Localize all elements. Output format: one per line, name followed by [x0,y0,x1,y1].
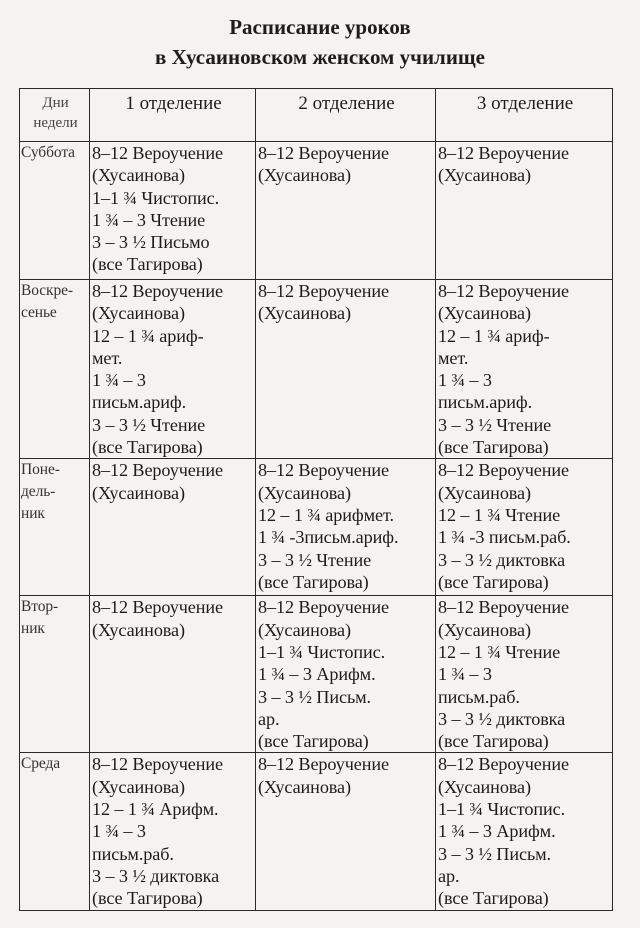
lesson-line: 3 – 3 ½ Чтение [438,414,552,435]
schedule-cell-dept-3 [436,753,613,910]
schedule-cell-dept-1 [90,459,256,596]
schedule-cell-dept-1 [90,596,256,753]
lesson-line: 3 – 3 ½ Письмо [92,232,210,253]
lesson-line: 8–12 Вероучение [258,281,389,301]
schedule-cell-dept-1 [90,142,256,280]
lesson-line: 1–1 ¾ Чистопис. [258,641,386,662]
lesson-line: мет. [438,347,469,368]
table-row [20,459,613,596]
day-cell [20,142,90,280]
header-row [20,89,613,142]
lesson-line: (Хусаинова) [438,619,531,640]
lesson-line: (все Тагирова) [438,731,549,752]
schedule-cell-dept-3 [436,459,613,596]
day-cell [20,459,90,596]
lesson-line: 8–12 Вероучение [92,460,223,481]
schedule-cell-dept-1 [90,753,256,910]
lesson-line: письм.раб. [438,686,520,707]
lesson-line: 8–12 Вероучение [258,143,389,163]
lesson-line: 1 ¾ – 3 [92,821,146,842]
day-label-line: ник [21,505,45,523]
lesson-line: 8–12 Вероучение [438,754,569,775]
lesson-line: 8–12 Вероучение [258,754,389,775]
lesson-line: 8–12 Вероучение [92,597,223,618]
lesson-line: (все Тагирова) [92,254,203,275]
table-row [20,596,613,753]
title-line-2: в Хусаиновском женском училище [154,45,485,69]
table-row [20,142,613,280]
lesson-line: 8–12 Вероучение [438,597,569,618]
schedule-table [19,88,613,911]
title-line-1: Расписание уроков [229,15,411,39]
lesson-line: (все Тагирова) [258,571,369,592]
day-label-line: Суббота [21,144,75,161]
lesson-line: письм.ариф. [92,392,187,413]
lesson-line: 1 ¾ – 3 [92,370,146,391]
lesson-line: (все Тагирова) [438,437,549,458]
schedule-cell-dept-2 [256,596,436,753]
lesson-line: мет. [92,347,123,368]
lesson-line: (все Тагирова) [92,888,203,909]
lesson-line: 1 ¾ – 3 [438,370,492,391]
lesson-line: 1–1 ¾ Чистопис. [438,799,566,820]
lesson-line: 12 – 1 ¾ арифмет. [258,504,394,525]
lesson-line: 8–12 Вероучение [438,281,569,301]
lesson-line: 3 – 3 ½ Чтение [258,549,372,570]
schedule-cell-dept-2 [256,280,436,459]
lesson-line: (Хусаинова) [258,776,351,797]
lesson-line: (Хусаинова) [258,165,351,186]
lesson-line: (Хусаинова) [438,776,531,797]
lesson-line: ар. [438,865,460,886]
lesson-line: 8–12 Вероучение [92,754,223,775]
lesson-line: 8–12 Вероучение [92,143,223,163]
lesson-line: 1 ¾ -3письм.ариф. [258,527,399,548]
document-title [0,12,640,72]
lesson-line: 8–12 Вероучение [258,460,389,481]
lesson-line: (Хусаинова) [92,165,185,186]
lesson-line: 3 – 3 ½ диктовка [438,708,566,729]
lesson-line: 1 ¾ – 3 [438,664,492,685]
lesson-line: письм.раб. [92,843,174,864]
lesson-line: 3 – 3 ½ диктовка [438,549,566,570]
schedule-cell-dept-2 [256,459,436,596]
day-cell [20,280,90,459]
lesson-line: (все Тагирова) [438,888,549,909]
lesson-line: 12 – 1 ¾ ариф- [92,325,204,346]
lesson-line: (Хусаинова) [92,303,185,324]
day-label-line: ник [21,620,45,638]
schedule-cell-dept-3 [436,142,613,280]
lesson-line: (Хусаинова) [92,482,185,503]
lesson-line: (Хусаинова) [258,482,351,503]
lesson-line: 12 – 1 ¾ Чтение [438,504,561,525]
schedule-cell-dept-1 [90,280,256,459]
day-label-line: сенье [21,304,57,321]
lesson-line: (все Тагирова) [258,731,369,752]
schedule-cell-dept-2 [256,753,436,910]
lesson-line: 1 ¾ – 3 Арифм. [438,821,556,842]
lesson-line: (все Тагирова) [92,437,203,458]
day-label-line: дель- [21,483,56,501]
header-days-line-2: недели [33,115,78,131]
table-row [20,280,613,459]
lesson-line: 3 – 3 ½ Чтение [92,414,206,435]
day-cell [20,753,90,910]
lesson-line: (Хусаинова) [258,619,351,640]
lesson-line: письм.ариф. [438,392,533,413]
lesson-line: 12 – 1 ¾ Арифм. [92,799,219,820]
lesson-line: (Хусаинова) [92,776,185,797]
lesson-line: 1–1 ¾ Чистопис. [92,187,220,208]
lesson-line: 1 ¾ – 3 Арифм. [258,664,376,685]
day-label-line: Поне- [21,461,60,479]
schedule-cell-dept-3 [436,596,613,753]
lesson-line: 3 – 3 ½ диктовка [92,865,220,886]
day-label-line: Среда [21,755,61,773]
header-dept-2: 2 отделение [256,89,436,142]
day-label-line: Втор- [21,598,59,616]
header-dept-1: 1 отделение [90,89,256,142]
lesson-line: 8–12 Вероучение [438,143,569,163]
header-days [20,89,90,142]
lesson-line: ар. [258,708,280,729]
day-label-line: Воскре- [21,282,73,299]
lesson-line: 12 – 1 ¾ Чтение [438,641,561,662]
lesson-line: (Хусаинова) [258,303,351,324]
schedule-cell-dept-3 [436,280,613,459]
lesson-line: (Хусаинова) [438,303,531,324]
table-row [20,753,613,910]
lesson-line: (Хусаинова) [438,482,531,503]
lesson-line: 3 – 3 ½ Письм. [258,686,372,707]
lesson-line: 8–12 Вероучение [438,460,569,481]
lesson-line: 3 – 3 ½ Письм. [438,843,552,864]
lesson-line: 8–12 Вероучение [258,597,389,618]
lesson-line: 1 ¾ -3 письм.раб. [438,527,571,548]
day-cell [20,596,90,753]
lesson-line: 1 ¾ – 3 Чтение [92,209,206,230]
lesson-line: 12 – 1 ¾ ариф- [438,325,550,346]
lesson-line: 8–12 Вероучение [92,281,223,301]
header-days-line-1: Дни [42,95,69,111]
lesson-line: (Хусаинова) [438,165,531,186]
lesson-line: (Хусаинова) [92,619,185,640]
schedule-cell-dept-2 [256,142,436,280]
lesson-line: (все Тагирова) [438,571,549,592]
header-dept-3: 3 отделение [436,89,613,142]
